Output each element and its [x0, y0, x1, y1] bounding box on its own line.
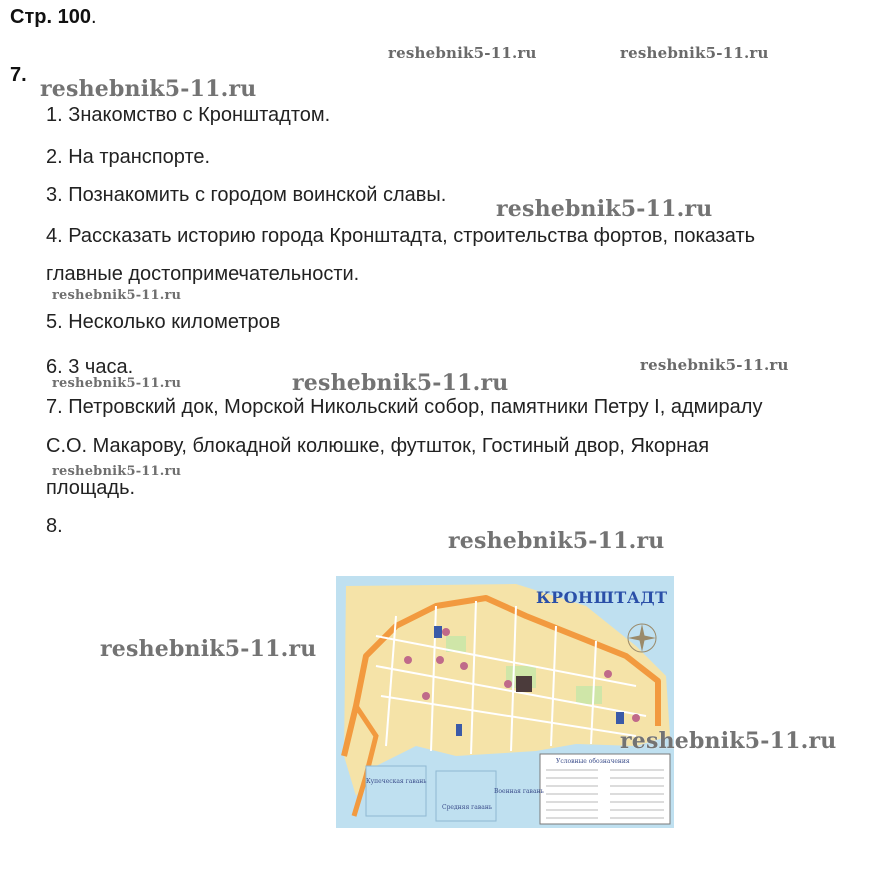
answer-line-3: 3. Познакомить с городом воинской славы.: [46, 184, 447, 206]
watermark: reshebnik5-11.ru: [640, 356, 789, 374]
watermark: reshebnik5-11.ru: [100, 636, 317, 662]
answer-line-8: 8.: [46, 515, 63, 537]
watermark: reshebnik5-11.ru: [496, 196, 713, 222]
page-label-text: Стр. 100: [10, 6, 91, 28]
answer-line-5: 5. Несколько километров: [46, 311, 281, 333]
watermark: reshebnik5-11.ru: [52, 288, 182, 303]
watermark: reshebnik5-11.ru: [40, 76, 257, 102]
watermark: reshebnik5-11.ru: [52, 376, 182, 391]
answer-line-4b: главные достопримечательности.: [46, 263, 360, 285]
map-harbor-left: [366, 766, 426, 816]
map-title: КРОНШТАДТ: [536, 588, 668, 607]
watermark: reshebnik5-11.ru: [292, 370, 509, 396]
watermark: reshebnik5-11.ru: [620, 728, 837, 754]
answer-line-7a: 7. Петровский док, Морской Никольский собор, памятники Петру I, адмиралу: [46, 396, 763, 418]
task-number: 7.: [10, 64, 27, 86]
map-harbor-middle-label: Средняя гавань: [442, 804, 493, 811]
answer-line-6: 6. 3 часа.: [46, 356, 134, 378]
map-park-3: [576, 686, 602, 704]
watermark: reshebnik5-11.ru: [52, 464, 182, 479]
watermark: reshebnik5-11.ru: [388, 44, 537, 62]
map-harbor-right-label: Военная гавань: [494, 788, 544, 795]
watermark: reshebnik5-11.ru: [620, 44, 769, 62]
compass-rose: [628, 624, 656, 652]
answer-line-4a: 4. Рассказать историю города Кронштадта, строительства фортов, показать: [46, 225, 756, 247]
answer-line-7c: площадь.: [46, 477, 136, 499]
map-legend-title: Условные обозначения: [556, 758, 630, 765]
answer-line-1: 1. Знакомство с Кронштадтом.: [46, 104, 331, 126]
answer-line-7b: С.О. Макарову, блокадной колюшке, футшток, Гостиный двор, Якорная: [46, 435, 710, 457]
watermark: reshebnik5-11.ru: [448, 528, 665, 554]
page-label: Стр. 100.: [10, 6, 97, 28]
answer-line-2: 2. На транспорте.: [46, 146, 211, 168]
map-harbor-middle: [436, 771, 496, 821]
map-harbor-left-label: Купеческая гавань: [366, 778, 427, 785]
